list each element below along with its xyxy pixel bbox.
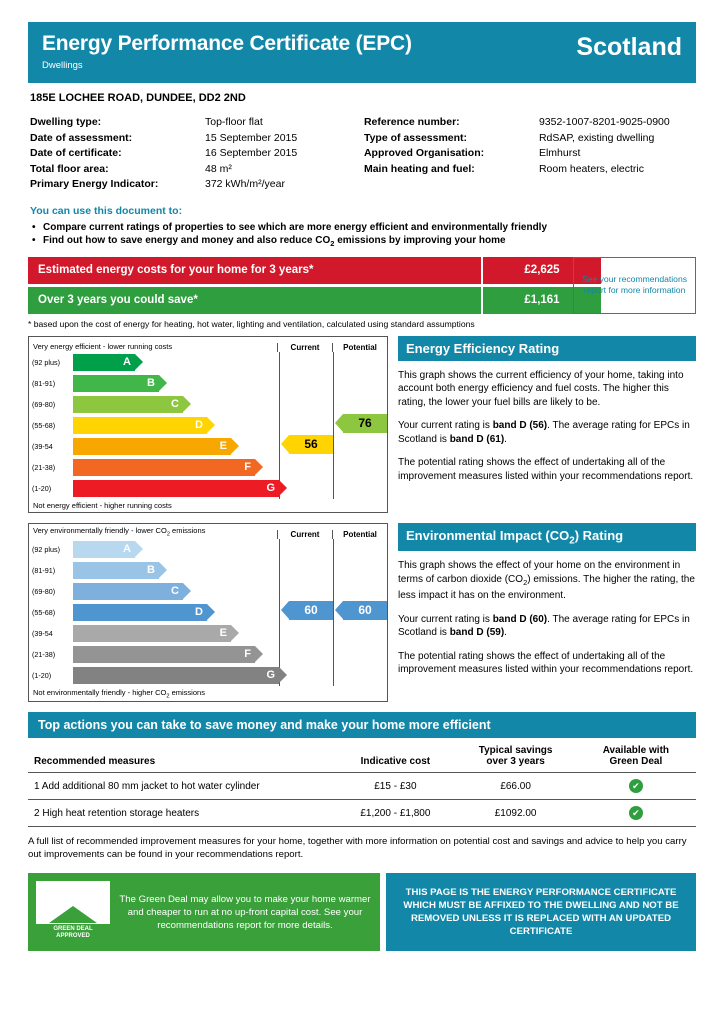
cost-footnote: * based upon the cost of energy for heating, hot water, lighting and ventilation, calculated using standard assumptions [28,318,475,329]
detail-label: Date of assessment: [30,131,133,144]
band-bar-d: D [73,417,207,434]
estimated-cost-label: Estimated energy costs for your home for 3 years* [28,257,481,284]
environmental-impact-title: Environmental Impact $(CO_2)$ Rating [398,523,696,552]
savings-cell: £1092.00 [456,800,576,827]
graph-bars [29,539,387,686]
green-deal-box [28,873,380,951]
band-bar-a: A [73,354,135,371]
band-row: (1-20) G [29,665,387,686]
detail-row [364,162,696,177]
table-row [28,773,696,800]
cost-cell: £1,200 - £1,800 [335,800,455,827]
environmental-impact-p1: This graph shows the effect of your home on the environment in terms of carbon dioxide $(CO_2)$ emissions. The higher the rating, the less impact it has on the environment. [398,560,695,602]
potential-rating-marker-energy: 76 [343,414,387,433]
band-row: (81-91) B [29,560,387,581]
bullet-text: Find out how to save energy and money and also reduce $CO_2$ emissions by improving your home [43,234,506,248]
epc-notice-box: THIS PAGE IS THE ENERGY PERFORMANCE CERTIFICATE WHICH MUST BE AFFIXED TO THE DWELLING AND NOT BE REMOVED UNLESS IT IS REPLACED WITH AN UPDATED CERTIFICATE [386,873,696,951]
detail-label: Main heating and fuel: [363,162,475,175]
column-current: Current [277,343,332,352]
band-row: (92 plus) A [29,352,387,373]
detail-label: Type of assessment: [363,131,468,144]
detail-row [30,146,364,161]
details-right-column [364,115,696,193]
band-bar-c: C [73,396,183,413]
energy-efficiency-text [388,336,696,513]
green-deal-text: The Green Deal may allow you to make your home warmer and cheaper to run at no up-front capital cost. See your recommendations report for more details. [119,893,371,931]
detail-row [364,115,696,130]
check-icon: ✔ [629,779,643,793]
green-deal-cell [576,773,696,800]
band-row: (55-68) D [29,415,387,436]
list-item: • Find out how to save energy and money and also reduce $CO_2$ emissions by improving your home [32,234,506,248]
graph-bars [29,352,387,499]
measure-cell: 2 High heat retention storage heaters [28,800,335,827]
detail-value: Room heaters, electric [538,162,644,175]
band-bar-a: A [73,541,135,558]
column-current: Current [277,530,332,539]
estimated-cost-value: £2,625 [481,257,601,284]
graph-header [29,337,387,352]
check-icon: ✔ [629,806,643,820]
environmental-impact-graph [28,523,388,703]
detail-value: 16 September 2015 [205,147,298,159]
graph-header [29,524,387,539]
use-document-list [32,222,696,248]
page-title: Energy Performance Certificate (EPC) [42,32,412,55]
property-details [30,115,696,193]
band-bar-b: B [73,375,159,392]
footer-row [28,873,696,951]
potential-rating-marker-co2: 60 [343,601,387,620]
see-recommendations-box: See your recommendations report for more information [573,257,696,314]
band-row: (39-54 E [29,436,387,457]
col-green-deal: Available with Green Deal [576,740,696,773]
property-address: 185E LOCHEE ROAD, DUNDEE, DD2 2ND [30,92,246,104]
header-country: Scotland [576,33,682,61]
detail-row [30,177,364,192]
band-row: (39-54 E [29,623,387,644]
band-row: (92 plus) A [29,539,387,560]
measure-cell: 1 Add additional 80 mm jacket to hot water cylinder [28,773,335,800]
detail-row [30,131,364,146]
graph-bottom-label: Not environmentally friendly - higher $CO_2$ emissions [33,687,205,699]
band-bar-d: D [73,604,207,621]
band-row: (69-80) C [29,394,387,415]
detail-label: Dwelling type: [30,116,102,128]
col-cost: Indicative cost [335,740,455,773]
detail-row [30,115,364,130]
environmental-impact-p3: The potential rating shows the effect of undertaking all of the improvement measures listed within your recommendations report. [398,650,694,676]
detail-label: Primary Energy Indicator: [30,178,159,190]
environmental-impact-text [388,523,696,703]
band-bar-c: C [73,583,183,600]
detail-row [30,162,364,177]
graph-top-label: Very energy efficient - lower running costs [33,341,173,351]
details-left-column [30,115,364,193]
detail-value: 15 September 2015 [205,131,298,144]
detail-value: 372 kWh/m²/year [205,178,285,190]
band-bar-f: F [73,646,255,663]
table-header-row [28,740,696,773]
band-row: (21-38) F [29,644,387,665]
environmental-impact-p2: Your current rating is band D (60). The average rating for EPCs in Scotland is band D (59). [398,613,690,639]
top-actions-title: Top actions you can take to save money and make your home more efficient [28,712,696,738]
detail-value: 9352-1007-8201-9025-0900 [538,116,670,128]
energy-efficiency-p3: The potential rating shows the effect of undertaking all of the improvement measures listed within your recommendations report. [398,457,694,482]
energy-efficiency-block [28,336,696,513]
band-bar-g: G [73,480,279,497]
detail-label: Total floor area: [30,162,109,175]
header-subtitle: Dwellings [42,60,83,71]
energy-efficiency-p1: This graph shows the current efficiency of your home, taking into account both energy efficiency and fuel costs. The higher this rating, the lower your fuel bills are likely to be. [398,369,684,408]
band-row: (55-68) D [29,602,387,623]
detail-label: Reference number: [363,116,460,128]
graph-top-label: Very environmentally friendly - lower $CO_2$ emissions [33,526,206,538]
savings-cell: £66.00 [456,773,576,800]
page-header [28,22,696,83]
savings-label: Over 3 years you could save* [28,287,481,314]
col-measure: Recommended measures [28,740,335,773]
table-row [28,800,696,827]
band-row: (81-91) B [29,373,387,394]
energy-costs-section [28,257,696,314]
band-row: (1-20) G [29,478,387,499]
detail-label: Approved Organisation: [363,147,485,159]
band-bar-f: F [73,459,255,476]
detail-row [364,131,696,146]
band-row: (21-38) F [29,457,387,478]
band-bar-e: E [73,625,231,642]
detail-row [364,146,696,161]
list-item: • Compare current ratings of properties to see which are more energy efficient and environmentally friendly [32,221,548,233]
column-potential: Potential [332,530,387,539]
band-bar-e: E [73,438,231,455]
band-bar-b: B [73,562,159,579]
energy-efficiency-title: Energy Efficiency Rating [398,336,696,361]
current-rating-marker-energy: 56 [289,435,333,454]
column-potential: Potential [332,343,387,352]
detail-value: Top-floor flat [205,116,263,128]
cost-bars [28,257,601,314]
use-document-title: You can use this document to: [30,204,183,217]
savings-value: £1,161 [481,287,601,314]
detail-value: RdSAP, existing dwelling [538,131,655,144]
energy-efficiency-graph [28,336,388,513]
environmental-impact-block [28,523,696,703]
detail-value: Elmhurst [538,147,581,159]
graph-bottom-label: Not energy efficient - higher running costs [33,500,172,510]
band-bar-g: G [73,667,279,684]
cost-cell: £15 - £30 [335,773,455,800]
detail-value: 48 m² [205,162,232,175]
energy-efficiency-p2: Your current rating is band D (56). The average rating for EPCs in Scotland is band D (61). [398,420,690,445]
col-savings: Typical savings over 3 years [456,740,576,773]
current-rating-marker-co2: 60 [289,601,333,620]
detail-label: Date of certificate: [30,147,122,159]
savings-row [28,287,601,314]
band-row: (69-80) C [29,581,387,602]
green-deal-cell [576,800,696,827]
estimated-cost-row [28,257,601,284]
green-deal-approved-icon: GREEN DEAL APPROVED [36,881,110,943]
recommended-measures-table [28,740,696,827]
measures-note: A full list of recommended improvement measures for your home, together with more information on potential cost and savings and advice to help you carry out improvements can be found in your recommendations report. [28,836,687,860]
